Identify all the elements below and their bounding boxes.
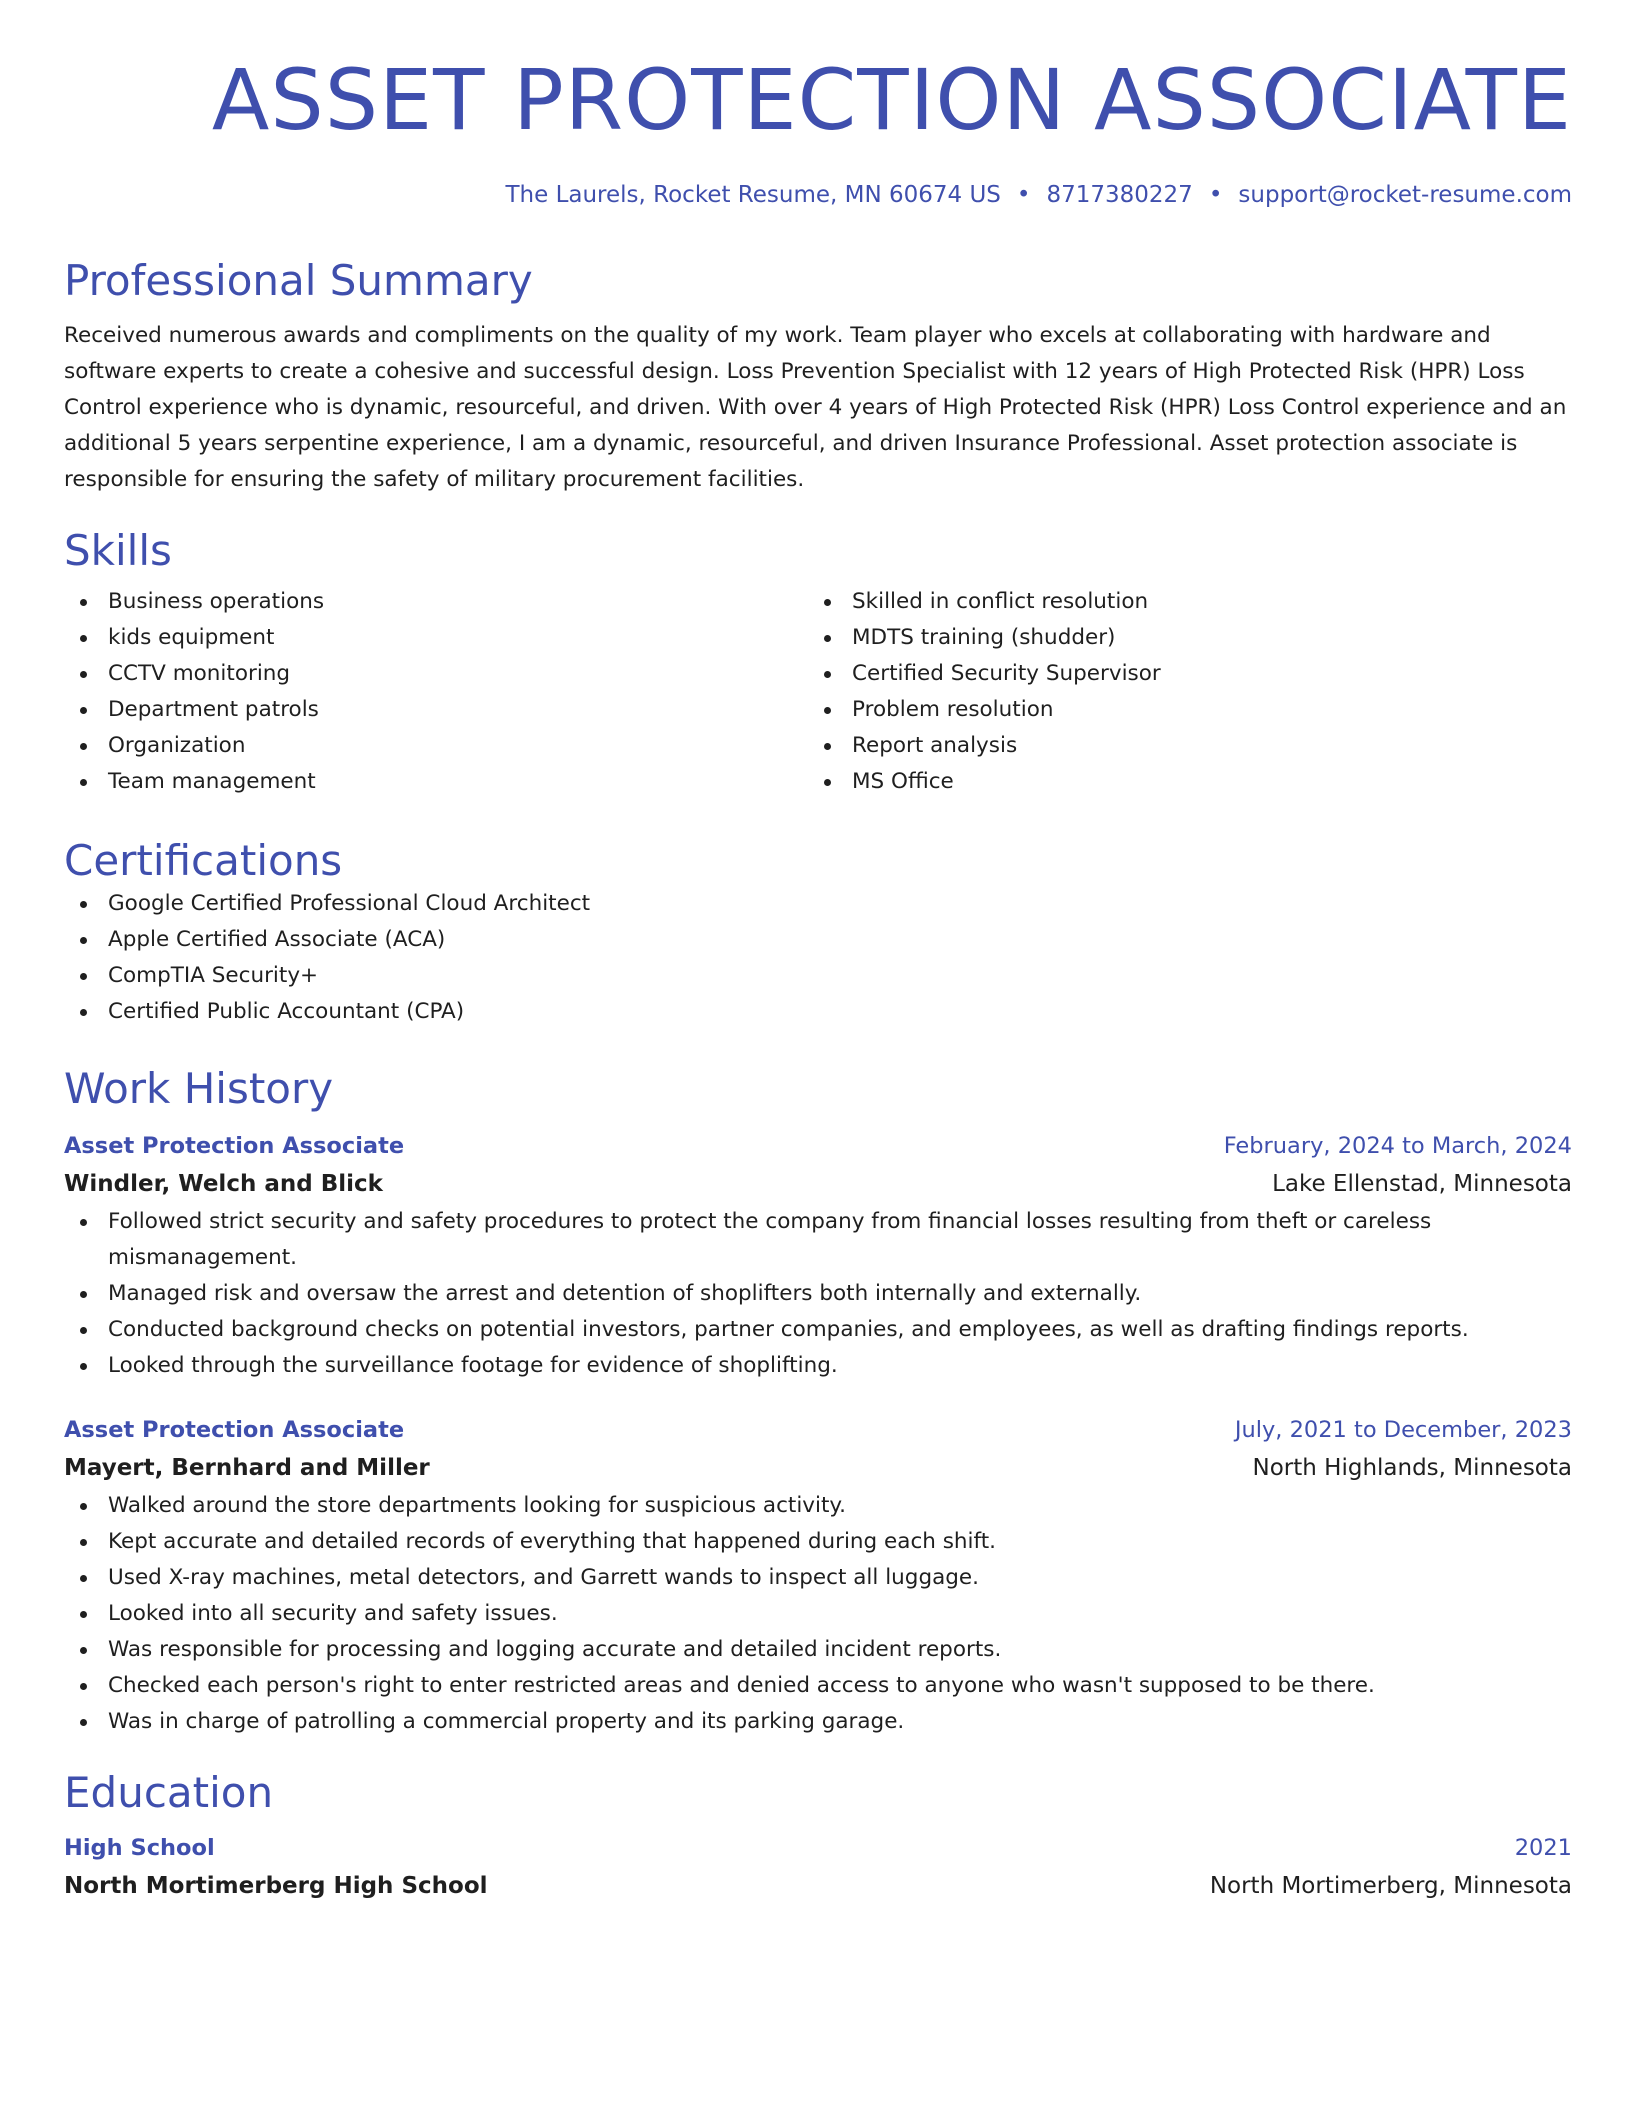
certification-item: Certified Public Accountant (CPA)	[64, 994, 1572, 1030]
skills-list-left	[64, 584, 808, 800]
job-location: North Highlands, Minnesota	[1252, 1455, 1572, 1481]
skills-column-right	[808, 584, 1552, 800]
job-entry	[64, 1128, 1572, 1384]
job-location: Lake Ellenstad, Minnesota	[1272, 1171, 1572, 1197]
summary-section	[64, 256, 1572, 498]
summary-text: Received numerous awards and compliments on the quality of my work. Team player who excels at collaborating with hardware and software experts to create a cohesive and successful design. Loss Prevention Specialist with 12 years of High Protected Risk (HPR) Loss Control experience who is dynamic, resourceful, and driven. With over 4 years of High Protected Risk (HPR) Loss Control experience and an additional 5 years serpentine experience, I am a dynamic, resourceful, and driven Insurance Professional. Asset protection associate is responsible for ensuring the safety of military procurement facilities.	[64, 323, 1567, 492]
skills-grid	[64, 584, 1572, 800]
contact-line	[64, 180, 1572, 210]
skill-item: Problem resolution	[808, 692, 1552, 728]
certifications-list	[64, 886, 1572, 1030]
job-duty-item: Followed strict security and safety procedures to protect the company from financial losses resulting from theft or careless mismanagement.	[64, 1204, 1572, 1276]
section-heading-skills: Skills	[64, 526, 172, 575]
skill-item: MS Office	[808, 764, 1552, 800]
skill-item: Department patrols	[64, 692, 808, 728]
job-duty-item: Looked into all security and safety issues.	[64, 1596, 1572, 1632]
certifications-section	[64, 836, 1572, 1030]
job-company-row	[64, 1164, 1572, 1204]
job-duty-item: Walked around the store departments looking for suspicious activity.	[64, 1488, 1572, 1524]
job-company: Windler, Welch and Blick	[64, 1171, 383, 1197]
job-header-row	[64, 1412, 1572, 1448]
job-dates: February, 2024 to March, 2024	[1223, 1133, 1572, 1159]
skill-item: kids equipment	[64, 620, 808, 656]
contact-phone: 8717380227	[1046, 182, 1193, 208]
job-duty-item: Was responsible for processing and logging accurate and detailed incident reports.	[64, 1632, 1572, 1668]
skills-list-right	[808, 584, 1552, 800]
resume-title: ASSET PROTECTION ASSOCIATE	[211, 51, 1572, 149]
job-title: Asset Protection Associate	[64, 1417, 405, 1443]
skills-section	[64, 526, 1572, 800]
education-year: 2021	[1514, 1835, 1572, 1861]
skill-item: Skilled in conflict resolution	[808, 584, 1552, 620]
education-entry	[64, 1830, 1572, 1906]
skill-item: Report analysis	[808, 728, 1552, 764]
contact-separator: •	[1208, 182, 1223, 208]
education-degree: High School	[64, 1835, 215, 1861]
job-title: Asset Protection Associate	[64, 1133, 405, 1159]
education-header-row	[64, 1830, 1572, 1866]
certification-item: Apple Certified Associate (ACA)	[64, 922, 1572, 958]
skill-item: Team management	[64, 764, 808, 800]
job-duties-list	[64, 1488, 1572, 1740]
job-company-row	[64, 1448, 1572, 1488]
section-heading-certifications: Certifications	[64, 836, 343, 885]
contact-email[interactable]: support@rocket-resume.com	[1238, 182, 1572, 208]
skill-item: MDTS training (shudder)	[808, 620, 1552, 656]
section-heading-summary: Professional Summary	[64, 256, 533, 305]
skills-column-left	[64, 584, 808, 800]
skill-item: CCTV monitoring	[64, 656, 808, 692]
job-duties-list	[64, 1204, 1572, 1384]
job-company: Mayert, Bernhard and Miller	[64, 1455, 430, 1481]
skill-item: Organization	[64, 728, 808, 764]
skill-item: Business operations	[64, 584, 808, 620]
education-school-row	[64, 1866, 1572, 1906]
job-duty-item: Checked each person's right to enter restricted areas and denied access to anyone who wasn't supposed to be there.	[64, 1668, 1572, 1704]
contact-address: The Laurels, Rocket Resume, MN 60674 US	[505, 182, 1001, 208]
contact-separator: •	[1016, 182, 1031, 208]
skill-item: Certified Security Supervisor	[808, 656, 1552, 692]
job-duty-item: Conducted background checks on potential investors, partner companies, and employees, as well as drafting findings reports.	[64, 1312, 1572, 1348]
work-history-section	[64, 1064, 1572, 1740]
certification-item: Google Certified Professional Cloud Architect	[64, 886, 1572, 922]
job-entry	[64, 1412, 1572, 1740]
job-duty-item: Used X-ray machines, metal detectors, and Garrett wands to inspect all luggage.	[64, 1560, 1572, 1596]
education-location: North Mortimerberg, Minnesota	[1209, 1873, 1572, 1899]
job-dates: July, 2021 to December, 2023	[1234, 1417, 1572, 1443]
education-school: North Mortimerberg High School	[64, 1873, 488, 1899]
job-header-row	[64, 1128, 1572, 1164]
job-duty-item: Managed risk and oversaw the arrest and detention of shoplifters both internally and externally.	[64, 1276, 1572, 1312]
job-duty-item: Looked through the surveillance footage for evidence of shoplifting.	[64, 1348, 1572, 1384]
resume-page	[64, 50, 1572, 1906]
section-heading-education: Education	[64, 1768, 274, 1817]
job-duty-item: Was in charge of patrolling a commercial property and its parking garage.	[64, 1704, 1572, 1740]
education-section	[64, 1768, 1572, 1906]
job-duty-item: Kept accurate and detailed records of everything that happened during each shift.	[64, 1524, 1572, 1560]
certification-item: CompTIA Security+	[64, 958, 1572, 994]
section-heading-work-history: Work History	[64, 1064, 334, 1113]
